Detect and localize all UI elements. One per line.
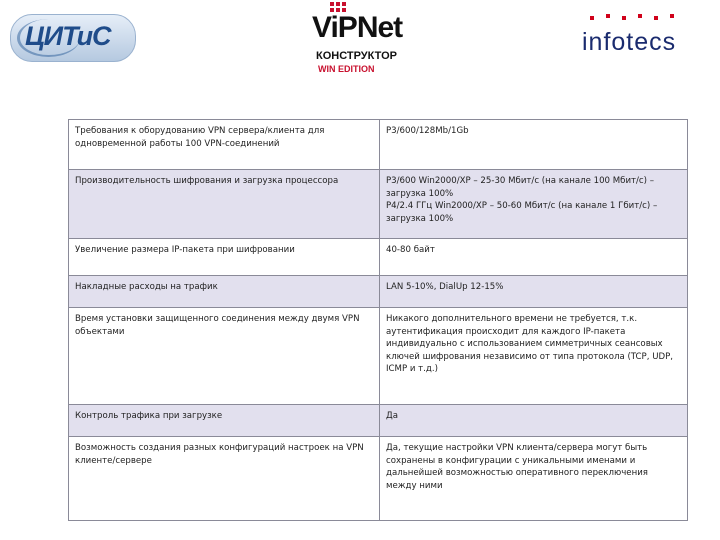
citis-logo-text: ЦИТиС <box>25 21 111 51</box>
value-cell: LAN 5-10%, DialUp 12-15% <box>380 276 688 308</box>
value-cell: P3/600 Win2000/XP – 25-30 Мбит/с (на канале 100 Мбит/с) – загрузка 100% P4/2.4 ГГц Win2000/XP – 50-60 Мбит/с (на канале 1 Гбит/с) – загрузка 100% <box>380 170 688 239</box>
citis-logo <box>10 14 136 62</box>
value-cell: 40-80 байт <box>380 239 688 276</box>
table-row <box>69 170 688 239</box>
param-cell: Накладные расходы на трафик <box>69 276 380 308</box>
value-cell: Да <box>380 405 688 437</box>
table-row <box>69 120 688 170</box>
table-row <box>69 276 688 308</box>
infotecs-logo <box>582 14 712 58</box>
value-cell: Никакого дополнительного времени не требуется, т.к. аутентификация происходит для каждого IP-пакета индивидуально с использованием симметричных сеансовых ключей шифрования независимо от типа протокола (TCP, UDP, ICMP и т.д.) <box>380 308 688 405</box>
table-row <box>69 239 688 276</box>
param-cell: Возможность создания разных конфигураций настроек на VPN клиенте/сервере <box>69 437 380 521</box>
param-cell: Требования к оборудованию VPN сервера/клиента для одновременной работы 100 VPN-соединений <box>69 120 380 170</box>
table-row <box>69 405 688 437</box>
vipnet-title: ViPNet <box>312 11 403 44</box>
param-cell: Производительность шифрования и загрузка процессора <box>69 170 380 239</box>
vipnet-logo <box>310 2 410 80</box>
value-cell: Да, текущие настройки VPN клиента/сервера могут быть сохранены в конфигурации с уникальными именами и дальнейшей возможностью оперативного переключения между ними <box>380 437 688 521</box>
infotecs-logo-text: infotecs <box>582 28 677 56</box>
value-cell: P3/600/128Mb/1Gb <box>380 120 688 170</box>
header <box>0 0 720 115</box>
vipnet-edition: WIN EDITION <box>318 64 375 74</box>
spec-table <box>68 119 688 521</box>
param-cell: Увеличение размера IP-пакета при шифровании <box>69 239 380 276</box>
param-cell: Контроль трафика при загрузке <box>69 405 380 437</box>
table-row <box>69 437 688 521</box>
infotecs-dots-icon <box>586 14 676 24</box>
table-row <box>69 308 688 405</box>
vipnet-subtitle: КОНСТРУКТОР <box>316 50 397 62</box>
param-cell: Время установки защищенного соединения между двумя VPN объектами <box>69 308 380 405</box>
